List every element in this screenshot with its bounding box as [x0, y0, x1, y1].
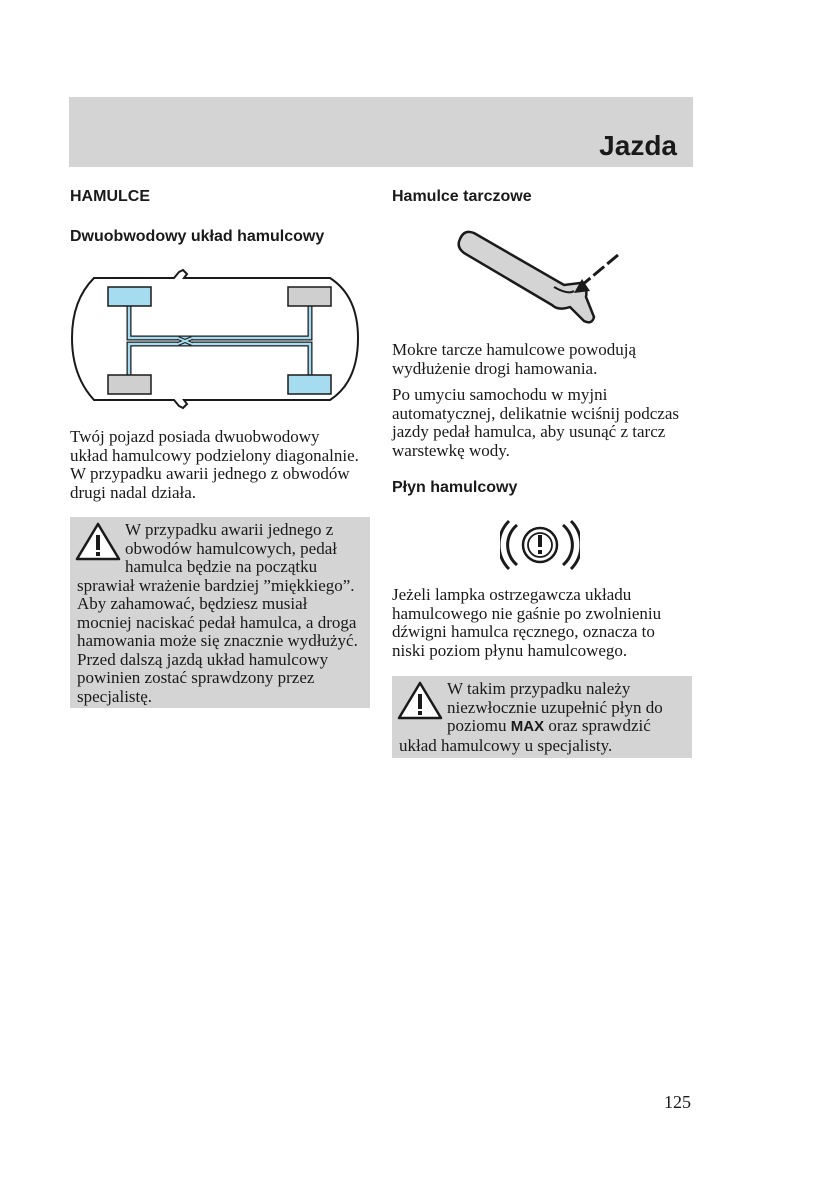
warning-text-circuit: W przypadku awarii jednego z obwodów hamulcowych, pedał hamulca będzie na początku sprawiał wrażenie bardziej ”miękkiego”. Aby zahamować, będziesz musiał mocniej naciskać pedał hamulca, a droga hamowania może się znacznie wydłużyć. Przed dalszą jazdą układ hamulcowy powinien zostać sprawdzony przez specjalistę.: [77, 520, 358, 706]
max-label: MAX: [510, 718, 545, 735]
warning-triangle-icon: [397, 680, 443, 722]
warning-box-fluid: [392, 676, 692, 758]
disc-paragraph-1: Mokre tarcze hamulcowe powodują wydłużenie drogi hamowania.: [392, 340, 637, 378]
brake-warning-lamp-icon: [500, 517, 580, 573]
warning-box-circuit: [70, 517, 370, 708]
warning-triangle-icon: [75, 521, 121, 563]
heading-brakes: HAMULCE: [70, 188, 150, 205]
section-header-band: [69, 97, 693, 167]
page-number: 125: [664, 1092, 691, 1112]
heading-disc-brakes: Hamulce tarczowe: [392, 188, 532, 205]
fluid-paragraph: Jeżeli lampka ostrzegawcza układu hamulcowego nie gaśnie po zwolnieniu dźwigni hamulca ręcznego, oznacza to niski poziom płynu hamulcowego.: [392, 585, 662, 660]
brake-pedal-icon: [454, 225, 630, 329]
warning-text-fluid: W takim przypadku należy niezwłocznie uzupełnić płyn do poziomu MAX oraz sprawdzić układ hamulcowy u specjalisty.: [399, 679, 663, 755]
dual-circuit-paragraph: Twój pojazd posiada dwuobwodowy układ hamulcowy podzielony diagonalnie. W przypadku awarii jednego z obwodów drugi nadal działa.: [70, 427, 359, 502]
section-title: Jazda: [599, 130, 677, 161]
subheading-dual-circuit: Dwuobwodowy układ hamulcowy: [70, 228, 325, 245]
heading-brake-fluid: Płyn hamulcowy: [392, 479, 518, 496]
disc-paragraph-2: Po umyciu samochodu w myjni automatycznej, delikatnie wciśnij podczas jazdy pedał hamulca, aby usunąć z tarcz warstewkę wody.: [392, 385, 680, 460]
car-brake-diagram-icon: [70, 266, 360, 412]
